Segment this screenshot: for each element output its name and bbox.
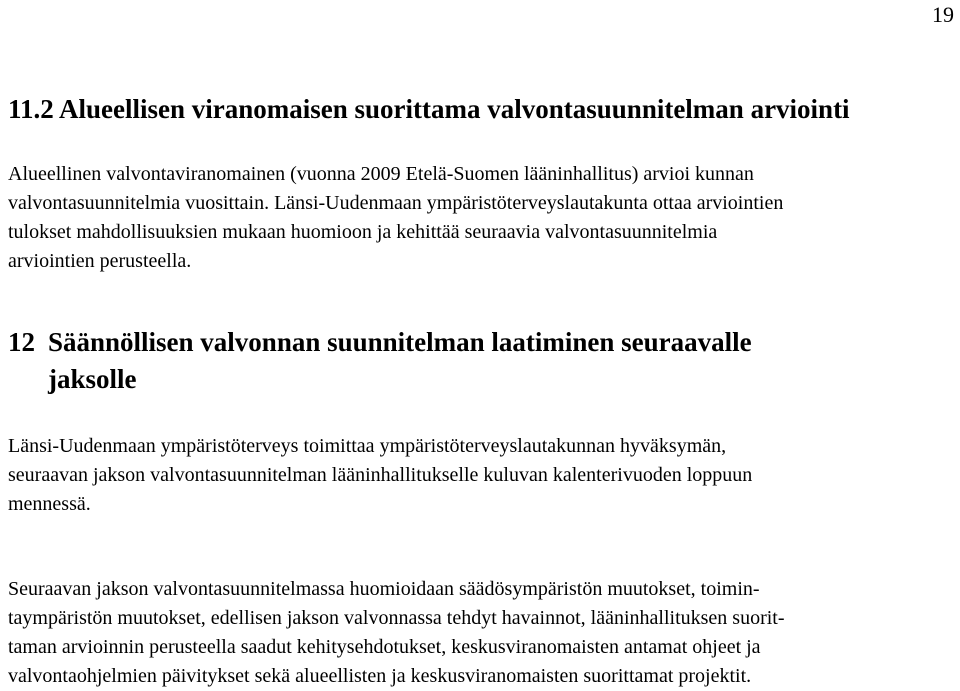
paragraph-line: Länsi-Uudenmaan ympäristöterveys toimittaa ympäristöterveyslautakunnan hyväksymän, [8, 435, 727, 457]
section-title-line2: jaksolle [48, 364, 137, 394]
paragraph-line: arviointien perusteella. [8, 250, 192, 272]
page-number: 19 [932, 2, 954, 27]
paragraph-line: valvontasuunnitelmia vuosittain. Länsi-Uudenmaan ympäristöterveyslautakunta ottaa arviointien [8, 192, 784, 214]
section-11-2-paragraph [8, 160, 953, 276]
paragraph-line: Seuraavan jakson valvontasuunnitelmassa huomioidaan säädösympäristön muutokset, toimin- [8, 578, 760, 600]
section-number: 12 [8, 327, 35, 357]
section-12-paragraph-2 [8, 575, 953, 691]
section-heading-11-2: 11.2 Alueellisen viranomaisen suorittama valvontasuunnitelman arviointi [8, 94, 850, 124]
paragraph-line: Alueellinen valvontaviranomainen (vuonna 2009 Etelä-Suomen lääninhallitus) arvioi kunnan [8, 163, 754, 185]
paragraph-line: seuraavan jakson valvontasuunnitelman lääninhallitukselle kuluvan kalenterivuoden loppuun [8, 464, 753, 486]
paragraph-line: taympäristön muutokset, edellisen jakson valvonnassa tehdyt havainnot, lääninhallituksen suorit- [8, 607, 785, 629]
paragraph-line: mennessä. [8, 493, 91, 515]
section-12-paragraph-1 [8, 432, 953, 519]
section-title-line1: Säännöllisen valvonnan suunnitelman laatiminen seuraavalle [48, 327, 752, 357]
section-heading-12 [8, 324, 752, 398]
paragraph-line: tulokset mahdollisuuksien mukaan huomioon ja kehittää seuraavia valvontasuunnitelmia [8, 221, 718, 243]
paragraph-line: valvontaohjelmien päivitykset sekä alueellisten ja keskusviranomaisten suorittamat projektit. [8, 665, 752, 687]
paragraph-line: taman arvioinnin perusteella saadut kehitysehdotukset, keskusviranomaisten antamat ohjeet ja [8, 636, 761, 658]
